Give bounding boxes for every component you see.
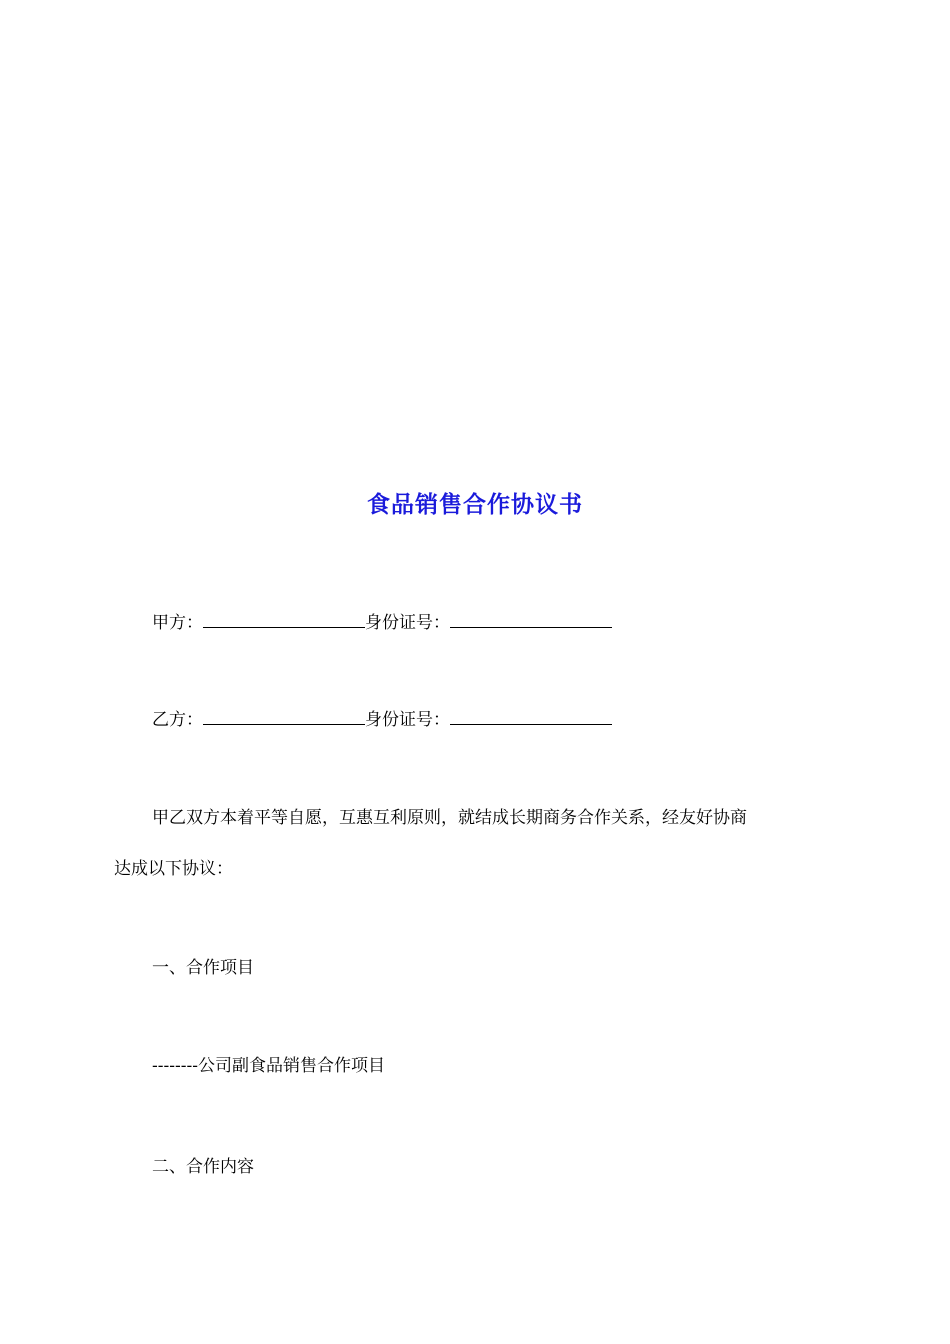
- party-b-line: [152, 706, 612, 732]
- section-content-1: --------公司副食品销售合作项目: [152, 1056, 385, 1076]
- intro-paragraph-line2: 达成以下协议：: [114, 859, 233, 879]
- party-a-line: [152, 609, 612, 635]
- party-a-label: 甲方：: [152, 613, 203, 633]
- party-b-label: 乙方：: [152, 710, 203, 730]
- party-b-name-blank: [203, 706, 365, 725]
- section-heading-2: 二、合作内容: [152, 1157, 254, 1177]
- document-title: 食品销售合作协议书: [367, 491, 583, 518]
- party-a-name-blank: [203, 609, 365, 628]
- party-a-id-label: 身份证号：: [365, 613, 450, 633]
- party-a-id-blank: [450, 609, 612, 628]
- party-b-id-label: 身份证号：: [365, 710, 450, 730]
- intro-paragraph-line1: 甲乙双方本着平等自愿，互惠互利原则，就结成长期商务合作关系，经友好协商: [152, 808, 747, 828]
- section-heading-1: 一、合作项目: [152, 958, 254, 978]
- party-b-id-blank: [450, 706, 612, 725]
